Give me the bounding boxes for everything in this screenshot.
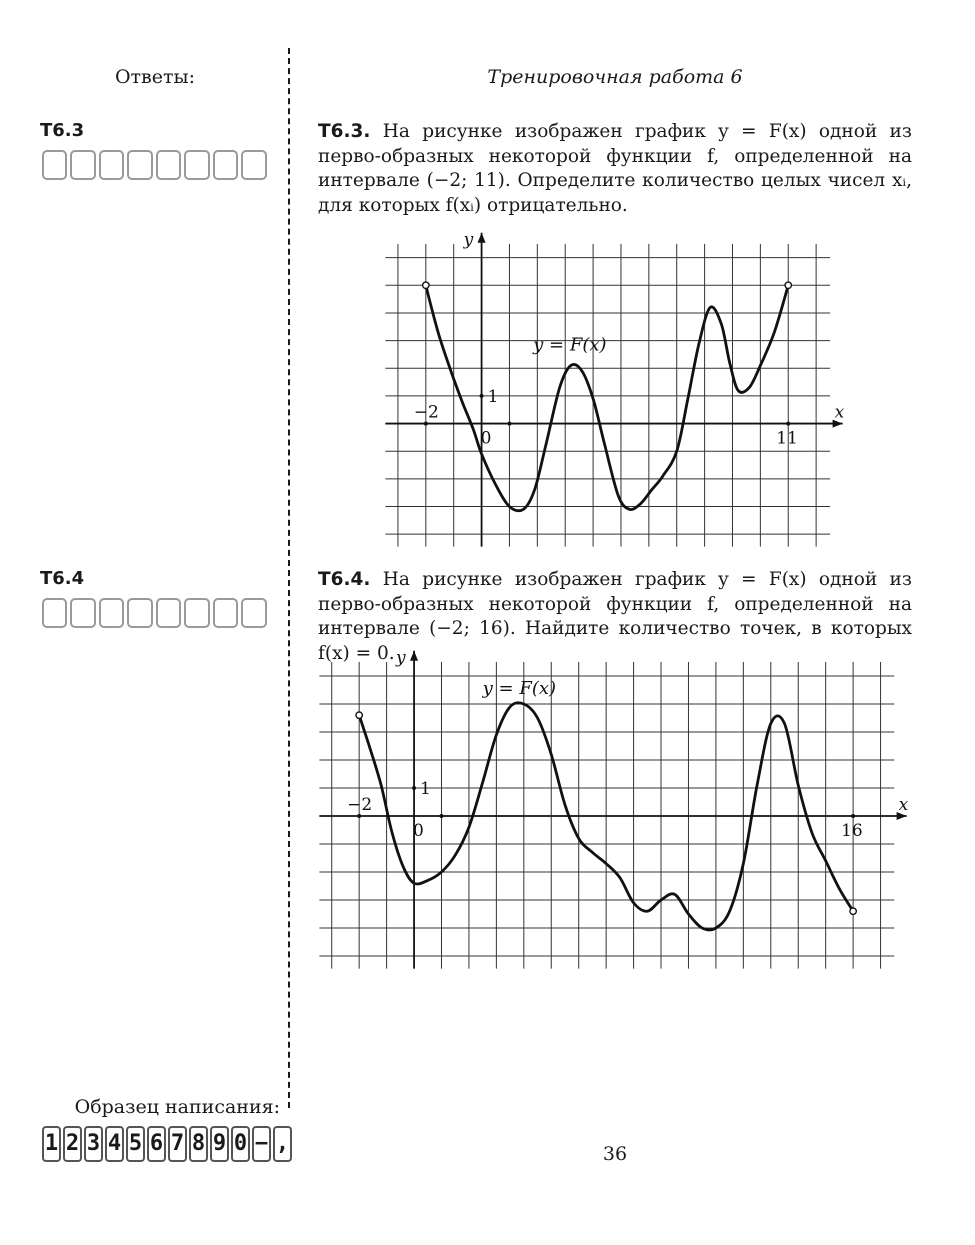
answer-cell[interactable] <box>213 150 239 180</box>
answer-cell[interactable] <box>184 150 210 180</box>
answer-cell[interactable] <box>99 150 125 180</box>
tick-label-origin: 0 <box>480 428 492 449</box>
x-axis-label: x <box>898 795 908 815</box>
x-axis-label: x <box>834 402 844 423</box>
answer-cell[interactable] <box>127 598 153 628</box>
y-axis-arrow <box>410 651 418 661</box>
answer-cell[interactable] <box>213 598 239 628</box>
sample-digit: 0 <box>231 1126 250 1162</box>
open-endpoint <box>785 282 791 288</box>
y-axis-arrow <box>478 233 486 243</box>
tick-label-x-right: 16 <box>841 821 863 841</box>
sample-label: Образец написания: <box>74 1096 280 1118</box>
task-statement: На рисунке изображен график y = F(x) одной из перво-образных некоторой функции f, определенной на интервале (−2; 11). Определите количество целых чисел xᵢ, для которых f(xᵢ) отрицательно. <box>318 121 912 216</box>
tick-label-y-unit: 1 <box>420 779 431 799</box>
answer-cell[interactable] <box>70 150 96 180</box>
sample-digit: − <box>252 1126 271 1162</box>
answer-box-6-3[interactable] <box>40 148 268 184</box>
task-statement: На рисунке изображен график y = F(x) одной из перво-образных некоторой функции f, определенной на интервале (−2; 16). Найдите количество точек, в которых f(x) = 0. <box>318 569 912 664</box>
sample-digits <box>42 1126 294 1162</box>
sample-digit: 8 <box>189 1126 208 1162</box>
sample-digit: 3 <box>84 1126 103 1162</box>
curve-label: y = F(x) <box>533 334 607 356</box>
tick-dot <box>786 422 790 426</box>
open-endpoint <box>850 908 856 914</box>
task-id-6-3: Т6.3 <box>40 120 85 141</box>
sample-digit: , <box>273 1126 292 1162</box>
tick-label-x-right: 11 <box>776 428 798 449</box>
y-axis-label: y <box>463 230 474 250</box>
page-number: 36 <box>602 1143 628 1165</box>
work-title: Тренировочная работа 6 <box>487 66 743 88</box>
answers-title: Ответы: <box>114 66 196 88</box>
sample-digit: 7 <box>168 1126 187 1162</box>
task-label: Т6.3. <box>318 121 371 142</box>
sample-digit: 4 <box>105 1126 124 1162</box>
task-label: Т6.4. <box>318 569 371 590</box>
tick-dot <box>851 814 855 818</box>
answer-cell[interactable] <box>156 150 182 180</box>
tick-dot <box>507 422 511 426</box>
answer-cell[interactable] <box>184 598 210 628</box>
tick-dot <box>439 814 443 818</box>
answer-cell[interactable] <box>241 598 267 628</box>
sample-digit: 2 <box>63 1126 82 1162</box>
curve-label: y = F(x) <box>482 678 557 700</box>
tick-label-origin: 0 <box>413 821 424 841</box>
dashed-divider <box>288 48 290 1108</box>
sample-digit: 6 <box>147 1126 166 1162</box>
task-id-6-4: Т6.4 <box>40 568 85 589</box>
graph-task-6-3 <box>384 230 844 548</box>
answer-cell[interactable] <box>241 150 267 180</box>
sample-digit: 9 <box>210 1126 229 1162</box>
answer-cell[interactable] <box>99 598 125 628</box>
tick-label-y-unit: 1 <box>487 386 499 407</box>
answer-box-6-4[interactable] <box>40 596 268 632</box>
answer-cell[interactable] <box>42 598 68 628</box>
tick-label-x-left: −2 <box>347 795 373 815</box>
tick-dot <box>480 394 484 398</box>
answer-cell[interactable] <box>127 150 153 180</box>
task-text-6-3 <box>318 120 912 218</box>
answer-cell[interactable] <box>70 598 96 628</box>
answer-cell[interactable] <box>42 150 68 180</box>
answer-cell[interactable] <box>156 598 182 628</box>
y-axis-label: y <box>396 648 406 668</box>
function-curve <box>426 285 788 510</box>
sample-digit: 1 <box>42 1126 61 1162</box>
tick-dot <box>412 786 416 790</box>
sample-digit: 5 <box>126 1126 145 1162</box>
open-endpoint <box>423 282 429 288</box>
tick-label-x-left: −2 <box>413 402 439 423</box>
graph-task-6-4 <box>318 648 908 970</box>
open-endpoint <box>356 712 362 718</box>
